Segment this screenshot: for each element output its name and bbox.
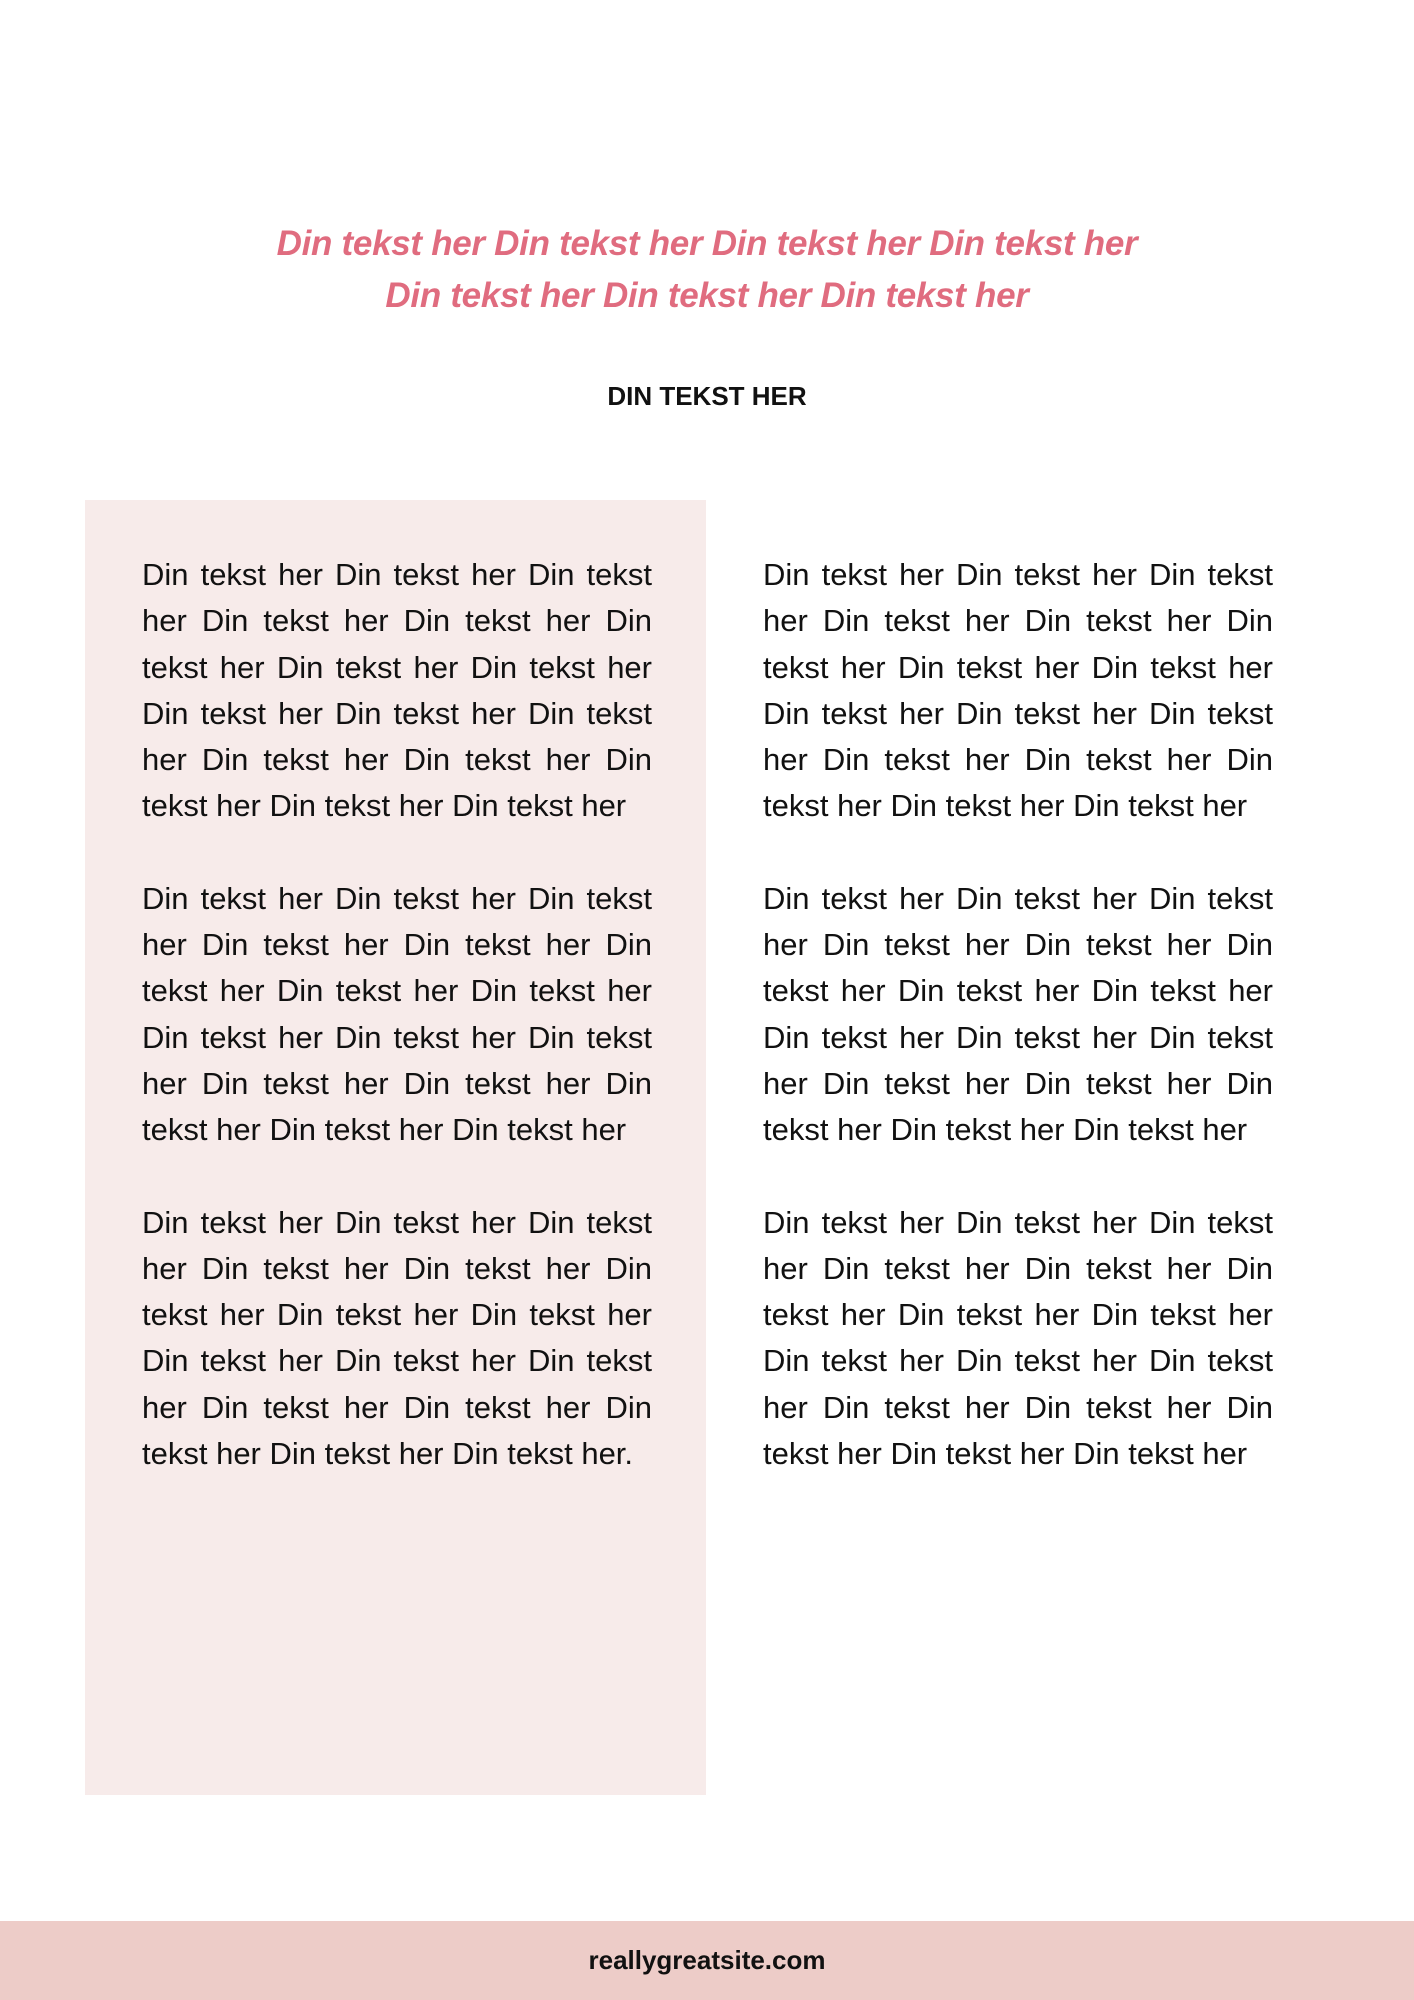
right-text-column [763, 552, 1273, 1523]
right-paragraph-2: Din tekst her Din tekst her Din tekst her Din tekst her Din tekst her Din tekst her Din tekst her Din tekst her Din tekst her Din tekst her Din tekst her Din tekst her Din tekst her Din tekst her Din tekst her Din tekst her [763, 880, 1273, 1148]
left-paragraph-3: Din tekst her Din tekst her Din tekst her Din tekst her Din tekst her Din tekst her Din tekst her Din tekst her Din tekst her Din tekst her Din tekst her Din tekst her Din tekst her Din tekst her Din tekst her Din tekst her. [142, 1204, 652, 1472]
pull-quote [200, 218, 1214, 322]
left-paragraph-2: Din tekst her Din tekst her Din tekst her Din tekst her Din tekst her Din tekst her Din tekst her Din tekst her Din tekst her Din tekst her Din tekst her Din tekst her Din tekst her Din tekst her Din tekst her Din tekst her [142, 880, 652, 1148]
right-paragraph-1: Din tekst her Din tekst her Din tekst her Din tekst her Din tekst her Din tekst her Din tekst her Din tekst her Din tekst her Din tekst her Din tekst her Din tekst her Din tekst her Din tekst her Din tekst her Din tekst her [763, 557, 1273, 824]
right-paragraph-3: Din tekst her Din tekst her Din tekst her Din tekst her Din tekst her Din tekst her Din tekst her Din tekst her Din tekst her Din tekst her Din tekst her Din tekst her Din tekst her Din tekst her Din tekst her Din tekst her [763, 1204, 1273, 1472]
left-text-column [142, 552, 652, 1523]
footer-bar [0, 1921, 1414, 2000]
footer-website-link[interactable]: reallygreatsite.com [588, 1945, 826, 1975]
section-heading: DIN TEKST HER [607, 381, 807, 411]
pull-quote-line-2: Din tekst her Din tekst her Din tekst her [385, 276, 1029, 315]
pull-quote-line-1: Din tekst her Din tekst her Din tekst her Din tekst her [276, 224, 1138, 263]
left-paragraph-1: Din tekst her Din tekst her Din tekst her Din tekst her Din tekst her Din tekst her Din tekst her Din tekst her Din tekst her Din tekst her Din tekst her Din tekst her Din tekst her Din tekst her Din tekst her Din tekst her [142, 557, 652, 824]
